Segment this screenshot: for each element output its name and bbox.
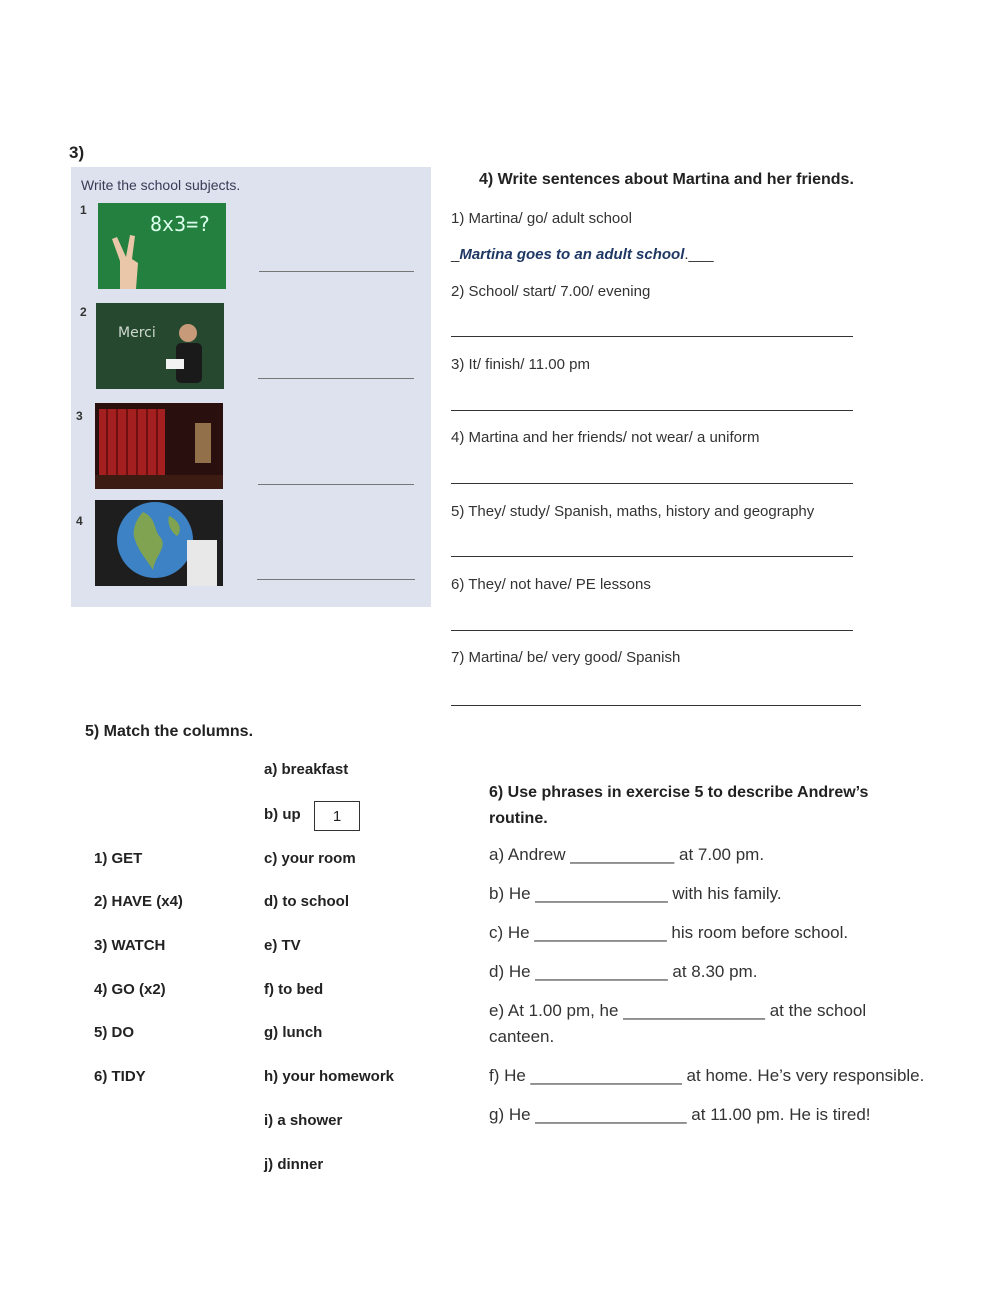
right-item-i: i) a shower: [264, 1112, 343, 1129]
sentence-g: g) He ________________ at 11.00 pm. He is tired!: [489, 1105, 871, 1124]
right-item-a: a) breakfast: [264, 761, 349, 778]
left-item-6: 6) TIDY: [94, 1068, 146, 1085]
right-item-c: c) your room: [264, 850, 356, 867]
answer-line-prompt-3[interactable]: [451, 410, 853, 411]
maths-photo-text: 8x3=?: [150, 212, 211, 236]
sentence-d: d) He ______________ at 8.30 pm.: [489, 962, 758, 981]
example-suffix: .___: [684, 246, 714, 263]
prompt-3: 3) It/ finish/ 11.00 pm: [451, 356, 590, 373]
answer-line-2[interactable]: [258, 378, 414, 379]
item-number-1: 1: [80, 203, 87, 217]
panel-title: Write the school subjects.: [81, 177, 241, 193]
item-number-2: 2: [80, 305, 87, 319]
prompt-5: 5) They/ study/ Spanish, maths, history and geography: [451, 503, 815, 520]
geography-photo: [95, 500, 223, 586]
left-item-4: 4) GO (x2): [94, 981, 166, 998]
french-photo: [96, 303, 224, 389]
match-answer-box[interactable]: 1: [314, 801, 360, 831]
example-answer-text: Martina goes to an adult school: [459, 246, 685, 263]
answer-line-1[interactable]: [259, 271, 414, 272]
answer-line-prompt-2[interactable]: [451, 336, 853, 337]
right-item-h: h) your homework: [264, 1068, 395, 1085]
right-item-f: f) to bed: [264, 981, 324, 998]
answer-line-prompt-6[interactable]: [451, 630, 853, 631]
exercise-5-heading: 5) Match the columns.: [85, 723, 254, 740]
exercise-4-heading: 4) Write sentences about Martina and her friends.: [479, 171, 854, 188]
answer-line-prompt-4[interactable]: [451, 483, 853, 484]
prompt-1: 1) Martina/ go/ adult school: [451, 210, 632, 227]
prompt-7: 7) Martina/ be/ very good/ Spanish: [451, 649, 681, 666]
sentence-f: f) He ________________ at home. He’s very responsible.: [489, 1066, 925, 1085]
prompt-6: 6) They/ not have/ PE lessons: [451, 576, 651, 593]
answer-line-prompt-7[interactable]: [451, 705, 861, 706]
right-item-b: b) up: [264, 806, 301, 823]
right-item-d: d) to school: [264, 893, 349, 910]
example-answer: [451, 246, 714, 263]
right-item-e: e) TV: [264, 937, 301, 954]
sentence-e: e) At 1.00 pm, he _______________ at the school canteen.: [489, 1001, 867, 1046]
item-number-3: 3: [76, 409, 83, 423]
maths-photo: [98, 203, 226, 289]
example-prefix: _: [451, 246, 460, 263]
exercise-3-label: 3): [69, 143, 85, 162]
drama-photo: [95, 403, 223, 489]
prompt-2: 2) School/ start/ 7.00/ evening: [451, 283, 651, 300]
right-item-j: j) dinner: [264, 1156, 324, 1173]
sentence-a: a) Andrew ___________ at 7.00 pm.: [489, 845, 765, 864]
left-item-2: 2) HAVE (x4): [94, 893, 183, 910]
answer-line-prompt-5[interactable]: [451, 556, 853, 557]
answer-line-4[interactable]: [257, 579, 415, 580]
textbook-photo-panel: [71, 167, 431, 607]
prompt-4: 4) Martina and her friends/ not wear/ a uniform: [451, 429, 760, 446]
answer-line-3[interactable]: [258, 484, 414, 485]
exercise-6-heading: 6) Use phrases in exercise 5 to describe Andrew’s routine.: [489, 784, 869, 827]
left-item-3: 3) WATCH: [94, 937, 166, 954]
right-item-g: g) lunch: [264, 1024, 323, 1041]
french-photo-text: Merci: [118, 325, 156, 341]
left-item-5: 5) DO: [94, 1024, 135, 1041]
left-item-1: 1) GET: [94, 850, 143, 867]
sentence-b: b) He ______________ with his family.: [489, 884, 782, 903]
sentence-c: c) He ______________ his room before school.: [489, 923, 849, 942]
item-number-4: 4: [76, 514, 83, 528]
